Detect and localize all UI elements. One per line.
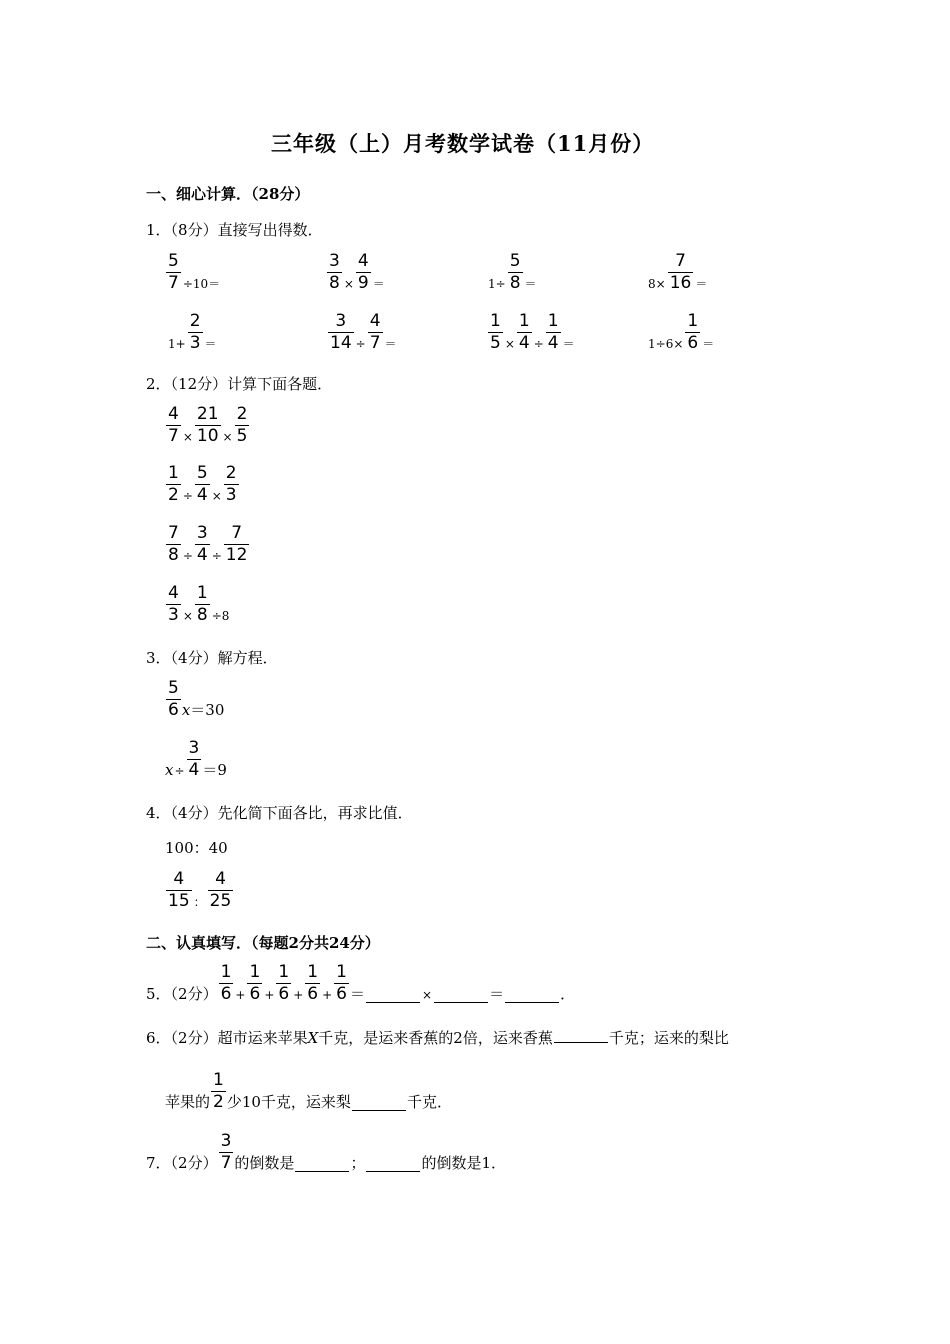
fraction: $\frac{2}{5}$: [236, 404, 248, 446]
fraction: $\frac{4}{7}$: [369, 311, 381, 353]
fraction: $\frac{3}{8}$: [329, 251, 340, 293]
question-5: 5．（2分） 1 6 + $\frac{1}{6}$ + $\frac{1}{6}$ + $\frac{1}{6}$ + $\frac{1}{6}$ ＝ × ＝ ．: [146, 962, 576, 1004]
fraction: $\frac{5}{8}$: [509, 251, 521, 293]
fraction: $\frac{21}{10}$: [196, 404, 219, 446]
question-6-line-2: 苹果的 1 2 少10千克，运来梨 千克．: [165, 1070, 452, 1112]
question-4-label: 4．（4分）先化简下面各比，再求比值．: [146, 804, 413, 822]
question-3-label: 3．（4分）解方程．: [146, 649, 278, 667]
section-2-heading: 二、认真填写．（每题2分共24分）: [146, 934, 380, 952]
answer-blank[interactable]: [434, 988, 488, 1003]
fraction: $\frac{2}{3}$: [189, 311, 201, 353]
q1-expr-1: $\frac{5}{7}$ ÷10＝: [168, 251, 221, 293]
q1-expr-8: 1÷6× $\frac{1}{6}$ ＝: [648, 311, 715, 353]
question-6-line-1: 6．（2分）超市运来苹果X千克，是运来香蕉的2倍，运来香蕉 千克；运来的梨比: [146, 1029, 729, 1047]
fraction: 1 2: [213, 1070, 224, 1112]
fraction: 1 6: [220, 962, 232, 1004]
question-2-label: 2．（12分）计算下面各题．: [146, 375, 333, 393]
fraction: $\frac{3}{14}$: [330, 311, 352, 353]
fraction: $\frac{1}{6}$: [307, 962, 319, 1004]
fraction: $\frac{5}{7}$: [168, 251, 179, 293]
fraction: 4 25: [209, 869, 232, 911]
fraction: $\frac{3}{4}$: [188, 738, 200, 780]
fraction: $\frac{4}{3}$: [168, 583, 179, 625]
q1-expr-5: 1+ $\frac{2}{3}$ ＝: [168, 311, 217, 353]
fraction: $\frac{4}{9}$: [357, 251, 369, 293]
fraction: $\frac{1}{4}$: [547, 311, 559, 353]
q2-expr-3: $\frac{7}{8}$ ÷ $\frac{3}{4}$ ÷ $\frac{7}{12}$: [168, 523, 248, 565]
question-7: 7．（2分） 3 7 的倒数是 ； 的倒数是1．: [146, 1131, 506, 1173]
section-1-heading: 一、细心计算．（28分）: [146, 185, 310, 203]
fraction: $\frac{7}{12}$: [225, 523, 248, 565]
answer-blank[interactable]: [295, 1157, 349, 1172]
answer-blank[interactable]: [554, 1028, 608, 1043]
q2-expr-4: $\frac{4}{3}$ × $\frac{1}{8}$ ÷8: [168, 583, 230, 625]
q4-ratio-2: 4 15 ： 4 25: [168, 869, 232, 911]
fraction: $\frac{1}{5}$: [490, 311, 501, 353]
answer-blank[interactable]: [366, 1157, 420, 1172]
q3-equation-1: 5 6 x ＝30: [168, 678, 225, 720]
q1-expr-7: $\frac{1}{5}$ × $\frac{1}{4}$ ÷ $\frac{1}{4}$ ＝: [490, 311, 575, 353]
fraction: $\frac{3}{4}$: [196, 523, 208, 565]
q1-expr-6: $\frac{3}{14}$ ÷ $\frac{4}{7}$ ＝: [330, 311, 397, 353]
q1-expr-2: $\frac{3}{8}$ × $\frac{4}{9}$ ＝: [329, 251, 385, 293]
fraction: 5 6: [168, 678, 179, 720]
fraction: $\frac{1}{4}$: [518, 311, 530, 353]
fraction: $\frac{5}{4}$: [196, 463, 208, 505]
fraction: $\frac{1}{8}$: [196, 583, 208, 625]
q2-expr-1: $\frac{4}{7}$ × $\frac{21}{10}$ × $\frac{2}{5}$: [168, 404, 248, 446]
q2-expr-2: $\frac{1}{2}$ ÷ $\frac{5}{4}$ × $\frac{2}{3}$: [168, 463, 237, 505]
answer-blank[interactable]: [352, 1096, 406, 1111]
page-title: 三年级（上）月考数学试卷（11月份）: [271, 131, 655, 156]
question-1-label: 1．（8分）直接写出得数．: [146, 221, 323, 239]
fraction: $\frac{7}{8}$: [168, 523, 179, 565]
answer-blank[interactable]: [366, 988, 420, 1003]
fraction: $\frac{1}{6}$: [278, 962, 290, 1004]
q3-equation-2: x ÷ $\frac{3}{4}$ ＝9: [165, 738, 227, 780]
fraction: $\frac{1}{6}$: [336, 962, 347, 1004]
fraction: $\frac{7}{16}$: [669, 251, 692, 293]
fraction: $\frac{1}{6}$: [687, 311, 699, 353]
fraction: $\frac{1}{6}$: [249, 962, 261, 1004]
q1-expr-3: 1÷ $\frac{5}{8}$ ＝: [488, 251, 537, 293]
fraction: $\frac{1}{2}$: [168, 463, 179, 505]
fraction: $\frac{2}{3}$: [225, 463, 237, 505]
q4-ratio-1: 100：40: [165, 839, 228, 857]
fraction: 4 15: [168, 869, 190, 911]
fraction: $\frac{4}{7}$: [168, 404, 179, 446]
fraction: 3 7: [220, 1131, 232, 1173]
answer-blank[interactable]: [505, 988, 559, 1003]
q1-expr-4: 8× $\frac{7}{16}$ ＝: [648, 251, 708, 293]
